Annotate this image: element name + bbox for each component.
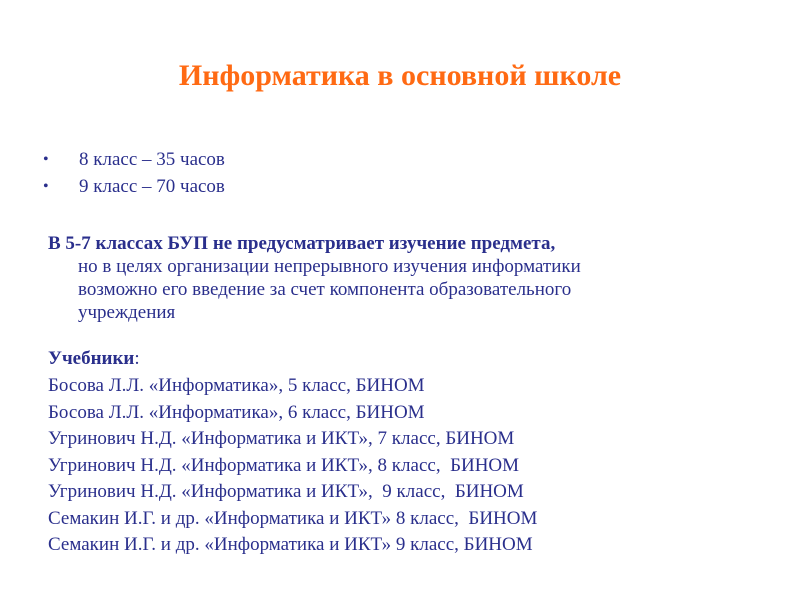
note-line: учреждения: [78, 302, 176, 323]
textbook-item: Угринович Н.Д. «Информатика и ИКТ», 7 класс, БИНОМ: [48, 428, 515, 449]
textbooks-heading-label: Учебники: [48, 348, 135, 369]
curriculum-note: [48, 232, 688, 324]
textbook-item: Семакин И.Г. и др. «Информатика и ИКТ» 9 класс, БИНОМ: [48, 534, 533, 555]
note-line: но в целях организации непрерывного изучения информатики: [78, 256, 581, 277]
bullet-item: [43, 148, 225, 175]
textbook-item: Угринович Н.Д. «Информатика и ИКТ», 9 класс, БИНОМ: [48, 481, 524, 502]
bullet-text: 9 класс – 70 часов: [79, 176, 225, 197]
textbook-item: Босова Л.Л. «Информатика», 5 класс, БИНОМ: [48, 375, 425, 396]
bullet-dot-icon: •: [43, 151, 49, 168]
textbook-item: Босова Л.Л. «Информатика», 6 класс, БИНОМ: [48, 401, 425, 423]
note-line: возможно его введение за счет компонента образовательного: [78, 279, 572, 300]
textbook-item: Угринович Н.Д. «Информатика и ИКТ», 8 класс, БИНОМ: [48, 454, 520, 476]
note-lead: В 5-7 классах БУП не предусматривает изучение предмета,: [48, 233, 556, 254]
textbooks-heading-colon: :: [134, 348, 140, 369]
textbooks-heading: [48, 347, 140, 371]
bullet-text: 8 класс – 35 часов: [79, 149, 225, 170]
slide-title: Информатика в основной школе: [178, 59, 622, 92]
hours-bullet-list: [43, 148, 225, 202]
bullet-dot-icon: •: [43, 178, 49, 195]
textbook-item: Семакин И.Г. и др. «Информатика и ИКТ» 8 класс, БИНОМ: [48, 507, 538, 529]
textbooks-list: [48, 374, 537, 560]
bullet-item: [43, 175, 225, 202]
